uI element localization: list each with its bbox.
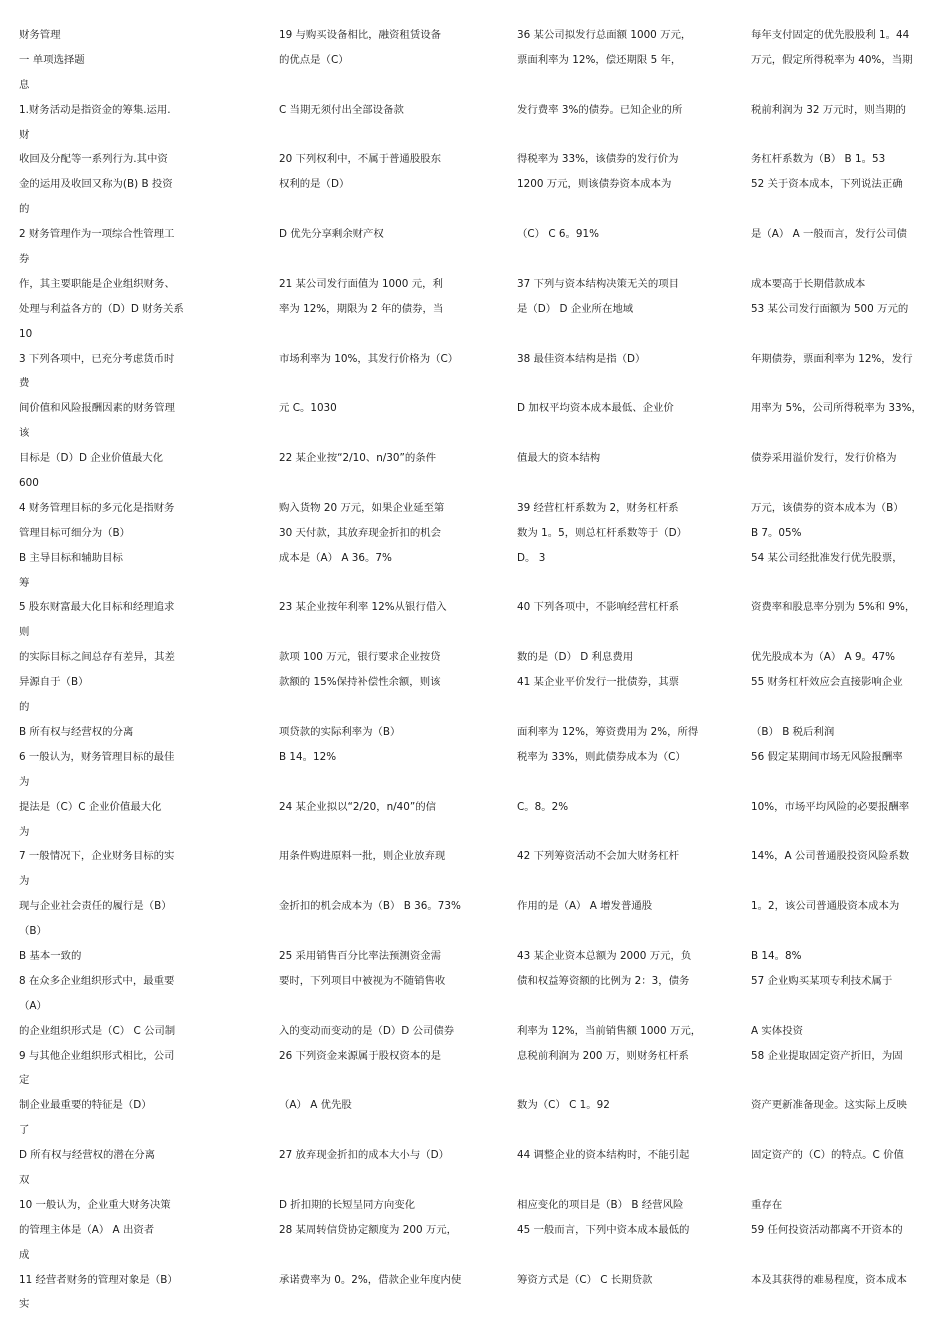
text-line: 59 任何投资活动都离不开资本的 [751,1223,903,1236]
text-line: 票面利率为 12%，偿还期限 5 年， [517,53,682,66]
text-line: 56 假定某期间市场无风险报酬率 [751,750,903,763]
text-line [279,624,487,649]
text-line: 财务管理 [19,29,61,41]
text-line: 息 [19,78,30,91]
text-line [751,1172,941,1197]
text-line: 1.财务活动是指资金的筹集.运用. [19,103,171,116]
text-line: 的实际目标之间总存有差异，其差 [19,651,175,664]
text-line: 为 [19,825,30,838]
text-line: 万元，该债券的资本成本为（B） [751,501,904,514]
text-line: 用率为 5%，公司所得税率为 33%， [751,402,922,415]
text-line: （C） C 6。91% [517,228,599,241]
text-line: 值最大的资本结构 [517,452,601,465]
text-line [279,1296,487,1321]
text-line: B 主导目标和辅助目标 [19,551,123,564]
text-line [751,1122,941,1147]
text-line: 22 某企业按“2/10、n/30”的条件 [279,452,437,465]
text-line [751,1296,941,1321]
text-line: 600 [19,477,39,490]
text-line: 26 下列资金来源属于股权资本的是 [279,1049,441,1062]
text-line: 39 经营杠杆系数为 2，财务杠杆系 [517,501,679,514]
text-line: 24 某企业拟以“2/20，n/40”的信 [279,800,437,813]
text-line [751,475,941,500]
text-line: 为 [19,875,30,888]
text-line [517,1296,725,1321]
text-line: 28 某周转信贷协定额度为 200 万元， [279,1223,458,1236]
text-line: 成 [19,1248,30,1261]
text-line: B 7。05% [751,526,802,539]
text-line: C 当期无须付出全部设备款 [279,103,404,116]
text-line: 10 一般认为，企业重大财务决策 [19,1198,171,1211]
text-column-3 [517,27,725,1321]
text-line: 43 某企业资本总额为 2000 万元，负 [517,949,692,962]
text-line: 20 下列权利中，不属于普通股股东 [279,153,441,166]
text-line [751,1247,941,1272]
text-line [751,699,941,724]
text-line: 数为 1。5，则总杠杆系数等于（D） [517,526,687,539]
text-line [279,824,487,849]
text-line: 2 财务管理作为一项综合性管理工 [19,228,175,241]
text-line: 债和权益筹资额的比例为 2：3，债务 [517,974,690,987]
text-line: A 实体投资 [751,1024,803,1037]
text-line [517,873,725,898]
text-line: 发行费率 3%的债券。已知企业的所 [517,103,683,116]
text-line: 成本要高于长期借款成本 [751,277,866,290]
text-line: 款项 100 万元，银行要求企业按贷 [279,651,441,664]
text-line: 45 一般而言，下列中资本成本最低的 [517,1223,690,1236]
text-line: D。 3 [517,551,546,564]
text-line [279,475,487,500]
text-line: B 14。8% [751,949,802,962]
text-line [517,425,725,450]
text-line: 重存在 [751,1198,783,1211]
text-line [517,1247,725,1272]
text-line: 面利率为 12%，筹资费用为 2%，所得 [517,725,699,738]
text-line [279,77,487,102]
text-line: 年期债券，票面利率为 12%，发行 [751,352,913,365]
text-line: 资费率和股息率分别为 5%和 9%， [751,601,916,614]
text-line: 37 下列与资本结构决策无关的项目 [517,277,679,290]
text-line: 目标是（D）D 企业价值最大化 [19,452,163,465]
text-column-4 [751,27,941,1321]
text-line [517,127,725,152]
text-line: 税率为 33%，则此债券成本为（C） [517,750,686,763]
text-line [279,699,487,724]
text-line: 作，其主要职能是企业组织财务、 [19,277,175,290]
text-line: 本及其获得的难易程度，资本成本 [751,1273,907,1286]
text-line [751,923,941,948]
text-line: 53 某公司发行面额为 500 万元的 [751,302,909,315]
text-line: 双 [19,1173,30,1186]
text-line: 券 [19,253,30,266]
text-line: 项贷款的实际利率为（B） [279,725,401,738]
text-line: 是（D） D 企业所在地域 [517,302,634,315]
text-line: 则 [19,626,30,639]
text-line: 的企业组织形式是（C） C 公司制 [19,1024,176,1037]
text-line [517,923,725,948]
text-line: 筹 [19,576,30,589]
text-line [279,1172,487,1197]
text-line: 筹资方式是（C） C 长期贷款 [517,1273,653,1286]
text-line [279,127,487,152]
text-line [279,375,487,400]
text-line: D 加权平均资本成本最低、企业价 [517,402,674,415]
text-line: 30 天付款，其放弃现金折扣的机会 [279,526,441,539]
text-line [751,873,941,898]
text-line [279,251,487,276]
text-line: 成本是（A） A 36。7% [279,551,392,564]
text-line: 万元，假定所得税率为 40%，当期 [751,53,913,66]
text-line: 的管理主体是（A） A 出资者 [19,1223,155,1236]
text-line: B 所有权与经营权的分离 [19,725,134,738]
text-line: 55 财务杠杆效应会直接影响企业 [751,676,903,689]
text-line [279,923,487,948]
text-line [751,998,941,1023]
text-line: 相应变化的项目是（B） B 经营风险 [517,1198,684,1211]
text-line: 元 C。1030 [279,402,337,415]
text-line: D 所有权与经营权的潜在分离 [19,1149,155,1162]
text-line: 数的是（D） D 利息费用 [517,651,634,664]
text-line: 4 财务管理目标的多元化是指财务 [19,501,175,514]
text-line: 得税率为 33%，该债券的发行价为 [517,153,679,166]
text-line: 7 一般情况下，企业财务目标的实 [19,850,175,863]
text-line: 58 企业提取固定资产折旧，为固 [751,1049,903,1062]
text-line: （A） A 优先股 [279,1099,352,1112]
text-line [279,1122,487,1147]
text-line: 每年支付固定的优先股股利 1。44 [751,29,910,41]
text-line [517,251,725,276]
text-line: 8 在众多企业组织形式中，最重要 [19,974,175,987]
text-line: （B） B 税后利润 [751,725,835,738]
text-line [751,575,941,600]
text-line [517,998,725,1023]
text-line: 该 [19,427,30,440]
text-line [279,873,487,898]
text-line: 资产更新准备现金。这实际上反映 [751,1099,907,1112]
text-line [517,624,725,649]
text-line [517,1122,725,1147]
text-line: 54 某公司经批准发行优先股票， [751,551,903,564]
text-line: 38 最佳资本结构是指（D） [517,352,646,365]
text-line: C。8。2% [517,800,569,813]
text-line: 的 [19,701,30,714]
text-line: B 14。12% [279,750,337,763]
text-line: 利率为 12%，当前销售额 1000 万元， [517,1024,702,1037]
text-line: 款额的 15%保持补偿性余额，则该 [279,676,441,689]
text-line: 购入货物 20 万元，如果企业延至第 [279,501,445,514]
text-line: 21 某公司发行面值为 1000 元，利 [279,277,443,290]
text-line: 固定资产的（C）的特点。C 价值 [751,1149,904,1162]
text-column-2 [279,27,487,1321]
text-line [517,575,725,600]
text-line: B 基本一致的 [19,949,82,962]
text-line [517,375,725,400]
text-line [751,774,941,799]
text-line: 52 关于资本成本，下列说法正确 [751,178,903,191]
text-line: 14%，A 公司普通股投资风险系数 [751,850,910,863]
text-column-1 [19,27,199,1321]
text-line: 10%，市场平均风险的必要报酬率 [751,800,910,813]
text-line [751,251,941,276]
text-line [751,326,941,351]
text-line: 一 单项选择题 [19,53,85,66]
text-line: 制企业最重要的特征是（D） [19,1099,152,1112]
text-line: 42 下列筹资活动不会加大财务杠杆 [517,850,679,863]
text-line: 提法是（C）C 企业价值最大化 [19,800,162,813]
text-line [279,201,487,226]
text-line: 率为 12%，期限为 2 年的债券，当 [279,302,444,315]
text-line: 息税前利润为 200 万，则财务杠杆系 [517,1049,689,1062]
text-line: 优先股成本为（A） A 9。47% [751,651,896,664]
text-line [751,824,941,849]
text-line [517,326,725,351]
text-line: 1。2，该公司普通股资本成本为 [751,900,900,913]
text-line: 债券采用溢价发行，发行价格为 [751,452,897,465]
text-line [279,425,487,450]
text-line [279,326,487,351]
text-line: 用条件购进原料一批，则企业放弃现 [279,850,446,863]
text-line [279,575,487,600]
text-line: 异源自于（B） [19,676,89,689]
text-line: 入的变动而变动的是（D）D 公司债券 [279,1024,455,1037]
text-line [517,475,725,500]
text-line [517,774,725,799]
text-line: 1200 万元，则该债券资本成本为 [517,178,672,191]
text-line: 定 [19,1074,30,1087]
text-line: 23 某企业按年利率 12%从银行借入 [279,601,447,614]
text-line: D 优先分享剩余财产权 [279,228,384,241]
text-line: 实 [19,1298,30,1311]
text-line: 财 [19,128,30,141]
text-line [751,1072,941,1097]
text-line: 10 [19,327,33,340]
text-line: 务杠杆系数为（B） B 1。53 [751,153,886,166]
text-line: 了 [19,1124,30,1137]
text-line [751,425,941,450]
text-line: 是（A） A 一般而言，发行公司债 [751,228,907,241]
text-line: 管理目标可细分为（B） [19,526,131,539]
text-line: 的优点是（C） [279,53,349,66]
text-line: 27 放弃现金折扣的成本大小与（D） [279,1149,449,1162]
text-line [279,1247,487,1272]
text-line: 57 企业购买某项专利技术属于 [751,974,893,987]
text-line: 36 某公司拟发行总面额 1000 万元， [517,29,692,41]
text-line [517,824,725,849]
text-line: 11 经营者财务的管理对象是（B） [19,1273,178,1286]
text-line: 数为（C） C 1。92 [517,1099,610,1112]
text-line: 费 [19,377,30,390]
text-line: 收回及分配等一系列行为.其中资 [19,153,168,166]
text-line: 间价值和风险报酬因素的财务管理 [19,402,175,415]
text-line: 金折扣的机会成本为（B） B 36。73% [279,900,461,913]
text-line [517,699,725,724]
text-line [751,375,941,400]
text-line: 现与企业社会责任的履行是（B） [19,900,172,913]
text-line: 19 与购买设备相比，融资租赁设备 [279,29,441,41]
text-line: D 折扣期的长短呈同方向变化 [279,1198,415,1211]
text-line: 为 [19,775,30,788]
text-line [751,201,941,226]
text-line: 市场利率为 10%，其发行价格为（C） [279,352,459,365]
text-line: 承诺费率为 0。2%，借款企业年度内使 [279,1273,462,1286]
text-line: （B） [19,925,47,938]
text-line: 40 下列各项中，不影响经营杠杆系 [517,601,679,614]
text-line [751,127,941,152]
text-line: 6 一般认为，财务管理目标的最佳 [19,750,175,763]
text-line: 3 下列各项中，已充分考虑货币时 [19,352,175,365]
text-line: 权利的是（D） [279,178,350,191]
text-line: 41 某企业平价发行一批债券，其票 [517,676,679,689]
text-line: 44 调整企业的资本结构时，不能引起 [517,1149,690,1162]
text-line: 税前利润为 32 万元时，则当期的 [751,103,906,116]
text-line: 5 股东财富最大化目标和经理追求 [19,601,175,614]
text-line [279,774,487,799]
text-line [279,1072,487,1097]
text-line: 要时，下列项目中被视为不随销售收 [279,974,446,987]
text-line: 9 与其他企业组织形式相比，公司 [19,1049,175,1062]
text-line: 金的运用及收回又称为(B) B 投资 [19,178,173,191]
text-line: 处理与利益各方的（D）D 财务关系 [19,302,184,315]
text-line [279,998,487,1023]
text-line [517,201,725,226]
text-line [751,624,941,649]
text-line [517,1172,725,1197]
text-line [517,77,725,102]
text-line [517,1072,725,1097]
text-line: 的 [19,203,30,216]
text-line: 25 采用销售百分比率法预测资金需 [279,949,441,962]
text-line: 作用的是（A） A 增发普通股 [517,900,653,913]
text-line: （A） [19,999,47,1012]
text-line [751,77,941,102]
